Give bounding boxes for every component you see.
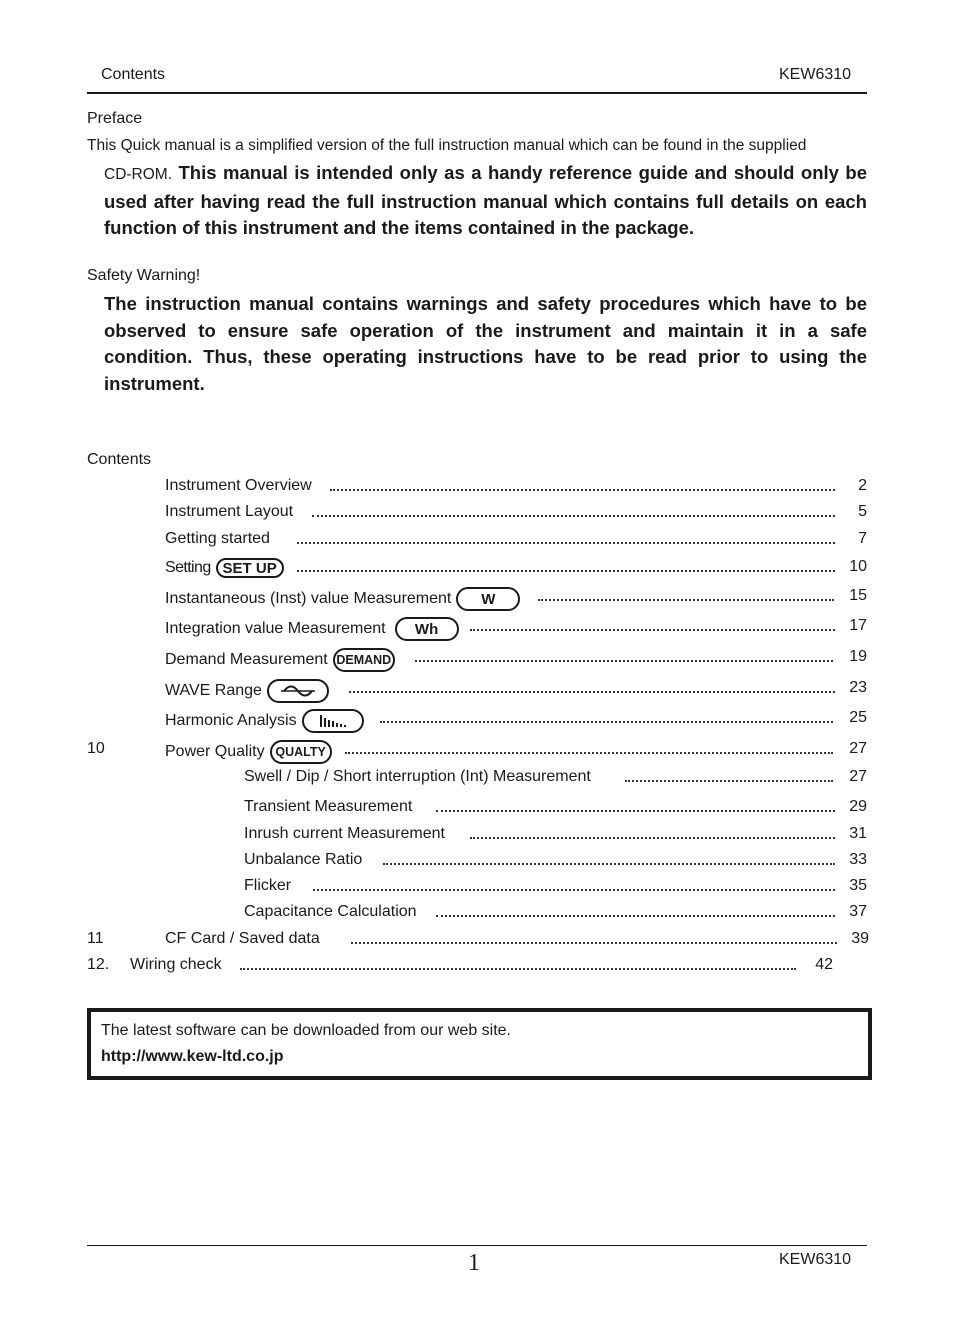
toc-leader: [436, 915, 835, 917]
toc-item-setting[interactable]: [0, 558, 954, 584]
toc-label: Swell / Dip / Short interruption (Int) Measurement: [244, 768, 591, 785]
toc-page: 35: [849, 877, 867, 894]
toc-label-wrap: [165, 558, 284, 578]
toc-label: Unbalance Ratio: [244, 851, 363, 868]
toc-label: Power Quality: [165, 743, 265, 760]
harmonic-key-icon: [302, 709, 364, 733]
toc-label: Instantaneous (Inst) value Measurement: [165, 590, 452, 607]
toc-item-cf-card[interactable]: [0, 930, 954, 956]
toc-leader: [349, 691, 835, 693]
w-key-icon: W: [456, 587, 520, 611]
toc-item-instrument-overview[interactable]: [0, 477, 954, 503]
toc-label: Inrush current Measurement: [244, 825, 445, 842]
toc-item-capacitance[interactable]: [0, 903, 954, 929]
toc-leader: [380, 721, 833, 723]
toc-page: 15: [849, 587, 867, 604]
sine-wave-icon: [281, 684, 315, 698]
toc-leader: [383, 863, 835, 865]
toc-item-instrument-layout[interactable]: [0, 503, 954, 529]
toc-label-wrap: [165, 617, 459, 641]
preface-cdrom: CD-ROM.: [104, 166, 173, 183]
toc-item-wiring-check[interactable]: [0, 956, 954, 982]
toc-label: Demand Measurement: [165, 651, 328, 668]
toc-page: 27: [849, 740, 867, 757]
toc-label: Capacitance Calculation: [244, 903, 417, 920]
toc-leader: [297, 570, 835, 572]
toc-page: 17: [849, 617, 867, 634]
harmonic-bars-icon: [318, 714, 348, 728]
header-rule: [87, 92, 867, 94]
toc-item-swell-dip[interactable]: [0, 768, 954, 794]
toc-leader: [415, 660, 833, 662]
toc-item-instantaneous-measurement[interactable]: [0, 587, 954, 613]
wh-key-icon: Wh: [395, 617, 459, 641]
toc-leader: [436, 810, 835, 812]
toc-page: 7: [858, 530, 867, 547]
toc-page: 19: [849, 648, 867, 665]
toc-label-wrap: [165, 679, 329, 703]
toc-label: Wiring check: [130, 956, 222, 973]
quality-key-icon: QUALTY: [270, 740, 332, 764]
toc-leader: [351, 942, 837, 944]
toc-page: 33: [849, 851, 867, 868]
toc-leader: [625, 780, 833, 782]
toc-leader: [345, 752, 833, 754]
download-notice-box: [87, 1008, 872, 1080]
toc-page: 23: [849, 679, 867, 696]
footer-rule: [87, 1245, 867, 1246]
safety-heading: Safety Warning!: [87, 267, 201, 284]
toc-page: 2: [858, 477, 867, 494]
toc-item-transient[interactable]: [0, 798, 954, 824]
toc-label: Harmonic Analysis: [165, 712, 297, 729]
demand-key-icon: DEMAND: [333, 648, 395, 672]
toc-leader: [470, 837, 835, 839]
contents-heading: Contents: [87, 451, 152, 468]
toc-label: Flicker: [244, 877, 292, 894]
toc-leader: [297, 542, 835, 544]
toc-label: Instrument Layout: [165, 503, 294, 520]
toc-page: 27: [849, 768, 867, 785]
toc-label-wrap: [165, 709, 364, 733]
toc-item-wave-range[interactable]: [0, 679, 954, 705]
toc-label: CF Card / Saved data: [165, 930, 320, 947]
toc-leader: [330, 489, 835, 491]
toc-leader: [470, 629, 835, 631]
toc-number: 10: [87, 740, 105, 757]
toc-label: Instrument Overview: [165, 477, 312, 494]
page-number: 1: [468, 1250, 480, 1276]
download-notice-text: The latest software can be downloaded from our web site.: [101, 1022, 511, 1039]
toc-label: WAVE Range: [165, 682, 262, 699]
toc-page: 25: [849, 709, 867, 726]
toc-page: 37: [849, 903, 867, 920]
toc-label-wrap: [165, 740, 332, 764]
setup-key-icon: SET UP: [216, 558, 284, 578]
preface-intro-line: This Quick manual is a simplified version of the full instruction manual which can be found in the supplied: [87, 137, 807, 154]
header-section-title: Contents: [101, 66, 166, 83]
toc-item-unbalance-ratio[interactable]: [0, 851, 954, 877]
toc-page: 29: [849, 798, 867, 815]
safety-warning-text: The instruction manual contains warnings and safety procedures which have to be observed to ensure safe operation of the instrument and maintain it in a safe condition. Thus, these operating instructions have to be read prior to using the instrument.: [104, 293, 867, 394]
toc-page: 39: [851, 930, 869, 947]
toc-item-power-quality[interactable]: [0, 740, 954, 766]
toc-leader: [240, 968, 796, 970]
preface-bold-paragraph: [104, 160, 867, 242]
toc-leader: [312, 515, 835, 517]
toc-label: Getting started: [165, 530, 270, 547]
toc-label-wrap: [165, 587, 520, 611]
toc-item-inrush[interactable]: [0, 825, 954, 851]
preface-bold-text-1: This manual is intended only as a handy reference guide and should only: [178, 162, 839, 183]
toc-item-getting-started[interactable]: [0, 530, 954, 556]
toc-page: 42: [815, 956, 833, 973]
preface-bold-text-2: be used after having read the full instruction manual which contains full details on each function of this instrument and the items contained in the package.: [104, 162, 868, 238]
header-model-name: KEW6310: [779, 66, 852, 83]
toc-page: 5: [858, 503, 867, 520]
toc-item-demand-measurement[interactable]: [0, 648, 954, 674]
toc-label: Integration value Measurement: [165, 620, 386, 637]
toc-leader: [538, 599, 834, 601]
toc-leader: [313, 889, 835, 891]
toc-label: Setting: [165, 559, 211, 576]
website-link[interactable]: http://www.kew-ltd.co.jp: [101, 1048, 284, 1065]
toc-item-integration-measurement[interactable]: [0, 617, 954, 643]
toc-page: 31: [849, 825, 867, 842]
toc-item-flicker[interactable]: [0, 877, 954, 903]
preface-heading: Preface: [87, 110, 143, 127]
toc-label: Transient Measurement: [244, 798, 413, 815]
toc-page: 10: [849, 558, 867, 575]
toc-item-harmonic-analysis[interactable]: [0, 709, 954, 735]
footer-model-name: KEW6310: [779, 1251, 852, 1268]
toc-number: 11: [87, 930, 104, 947]
toc-number: 12.: [87, 956, 110, 973]
toc-label-wrap: [165, 648, 395, 672]
wave-key-icon: [267, 679, 329, 703]
